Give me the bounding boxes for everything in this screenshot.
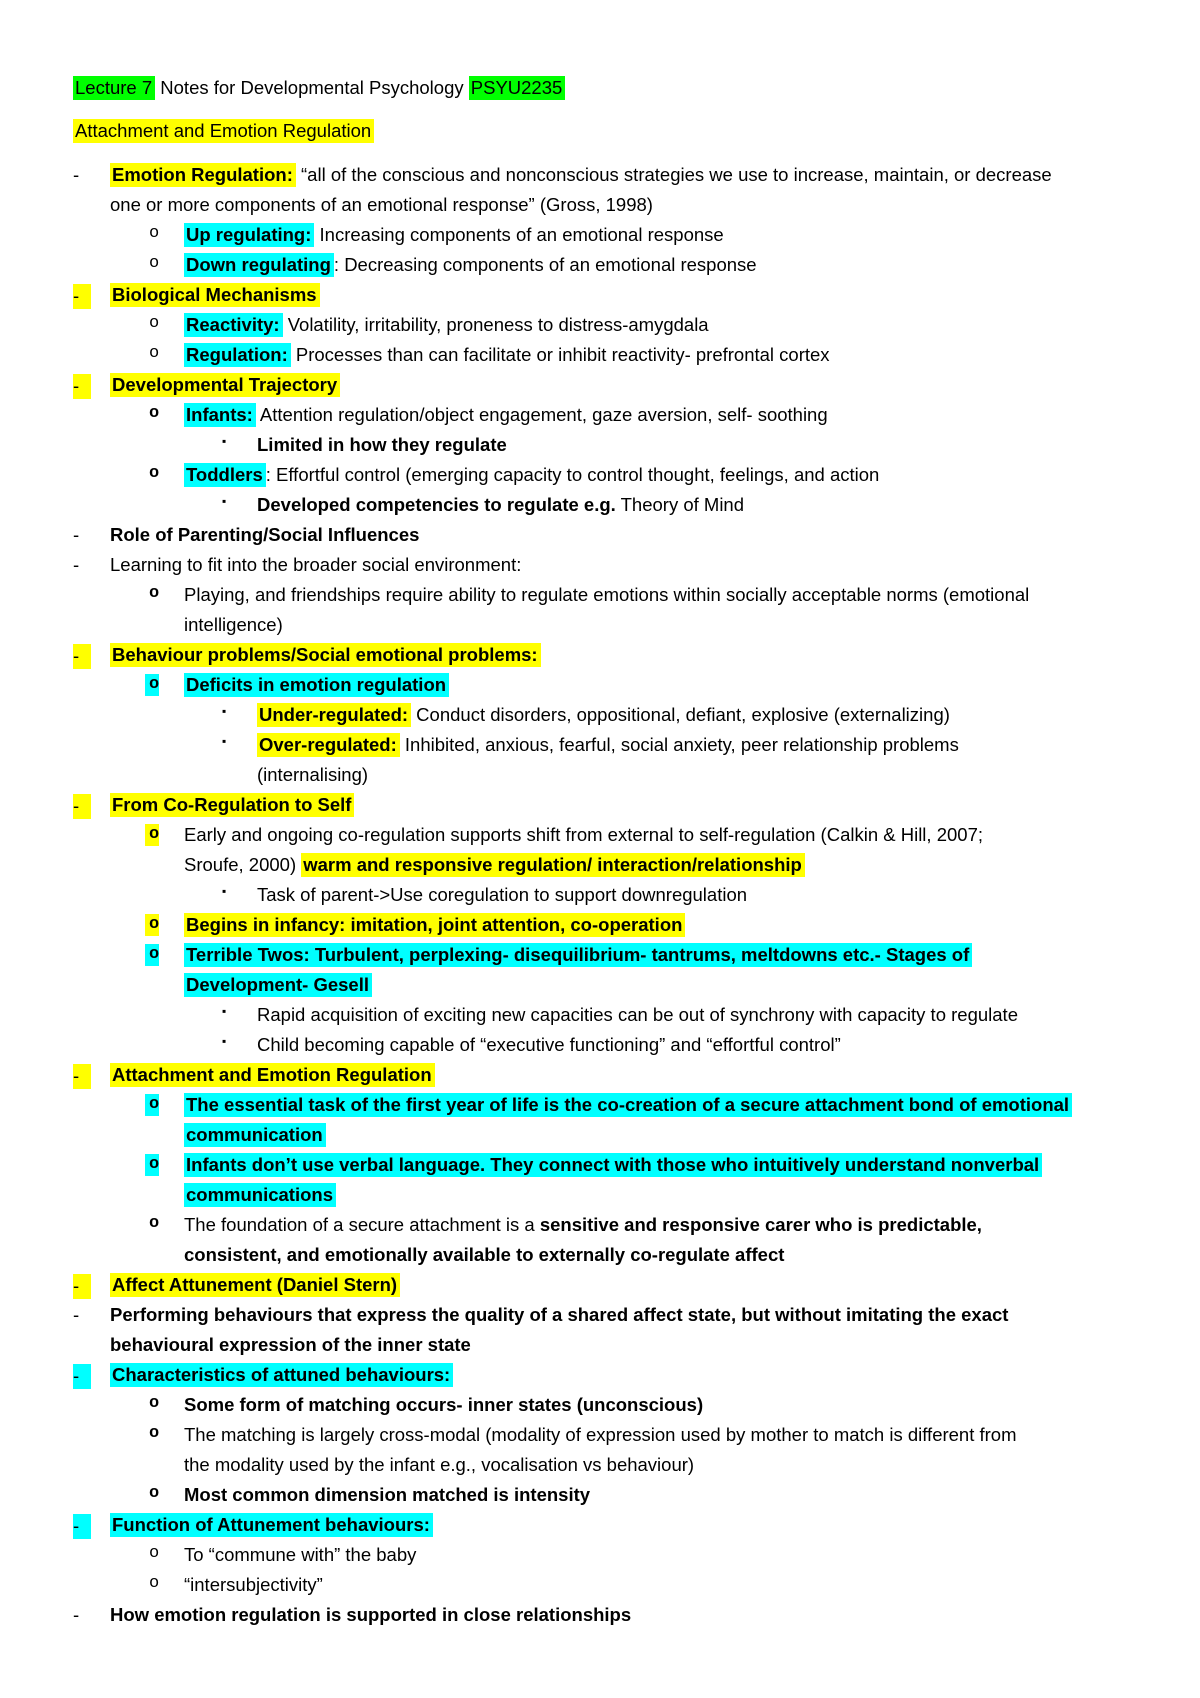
circle-bullet: o [149, 224, 160, 243]
dash-bullet: - [73, 1604, 80, 1625]
circle-bullet: o [149, 1394, 160, 1413]
dash-bullet: - [73, 284, 91, 309]
list-item-continuation [0, 194, 1200, 220]
text: Child becoming capable of “executive functioning” and “effortful control” [257, 1034, 841, 1055]
term: Over-regulated: [257, 733, 400, 757]
term: Under-regulated: [257, 703, 411, 727]
sub-list-item [0, 314, 1200, 340]
circle-bullet: o [149, 584, 160, 603]
heading: Attachment and Emotion Regulation [110, 1063, 435, 1087]
circle-bullet: o [149, 254, 160, 273]
highlight: Terrible Twos: Turbulent, perplexing- disequilibrium- tantrums, meltdowns etc.- Stages of [184, 943, 972, 967]
list-item-continuation [0, 1334, 1200, 1360]
list-item [0, 374, 1200, 400]
list-item [0, 164, 1200, 190]
text-bold: consistent, and emotionally available to externally co-regulate affect [184, 1244, 785, 1265]
list-item [0, 524, 1200, 550]
sub-sub-list-item [0, 1004, 1200, 1030]
circle-bullet: o [145, 1094, 159, 1116]
text-bold: sensitive and responsive carer who is predictable, [539, 1214, 982, 1235]
sub-list-item [0, 1214, 1200, 1240]
circle-bullet: o [149, 314, 160, 333]
circle-bullet: o [149, 404, 160, 423]
sub-sub-list-item [0, 434, 1200, 460]
highlight: Development- Gesell [184, 973, 372, 997]
term: Infants: [184, 403, 256, 427]
definition: (internalising) [257, 764, 369, 785]
circle-bullet: o [149, 1214, 160, 1233]
circle-bullet: o [149, 1424, 160, 1443]
dash-bullet: - [73, 374, 91, 399]
definition: one or more components of an emotional response” (Gross, 1998) [110, 194, 653, 215]
square-bullet: ▪ [222, 734, 227, 748]
square-bullet: ▪ [222, 434, 227, 448]
course-code: PSYU2235 [469, 76, 566, 100]
sub-list-item-continuation [0, 1124, 1200, 1150]
square-bullet: ▪ [222, 704, 227, 718]
section-heading [73, 119, 1143, 143]
highlight: communications [184, 1183, 336, 1207]
text-bold: Most common dimension matched is intensity [184, 1484, 591, 1505]
text: Learning to fit into the broader social environment: [110, 554, 522, 575]
term: Reactivity: [184, 313, 283, 337]
list-item [0, 1364, 1200, 1390]
text: Rapid acquisition of exciting new capacities can be out of synchrony with capacity to regulate [257, 1004, 1018, 1025]
text: Sroufe, 2000) [184, 854, 302, 875]
sub-list-item [0, 944, 1200, 970]
sub-sub-list-item [0, 704, 1200, 730]
note-rest: Theory of Mind [615, 494, 745, 515]
square-bullet: ▪ [222, 494, 227, 508]
dash-bullet: - [73, 794, 91, 819]
square-bullet: ▪ [222, 884, 227, 898]
definition: Volatility, irritability, proneness to distress-amygdala [282, 314, 709, 335]
text: The matching is largely cross-modal (modality of expression used by mother to match is different from [184, 1424, 1017, 1445]
sub-list-item [0, 224, 1200, 250]
dash-bullet: - [73, 1514, 91, 1539]
text: Task of parent->Use coregulation to support downregulation [257, 884, 748, 905]
heading: Deficits in emotion regulation [184, 673, 449, 697]
sub-list-item [0, 674, 1200, 700]
dash-bullet: - [73, 1364, 91, 1389]
circle-bullet: o [145, 944, 159, 966]
text: the modality used by the infant e.g., vocalisation vs behaviour) [184, 1454, 695, 1475]
heading: Behaviour problems/Social emotional problems: [110, 643, 541, 667]
dash-bullet: - [73, 644, 91, 669]
heading: Affect Attunement (Daniel Stern) [110, 1273, 400, 1297]
highlight: Infants don’t use verbal language. They connect with those who intuitively understand nonverbal [184, 1153, 1042, 1177]
note: Developed competencies to regulate e.g. [257, 494, 616, 515]
list-item [0, 554, 1200, 580]
sub-list-item [0, 1394, 1200, 1420]
heading: Role of Parenting/Social Influences [110, 524, 420, 545]
text: Early and ongoing co-regulation supports shift from external to self-regulation (Calkin & Hill, 2007; [184, 824, 983, 845]
subtitle: Attachment and Emotion Regulation [73, 119, 374, 143]
text: “intersubjectivity” [184, 1574, 323, 1595]
page-title [73, 76, 1143, 100]
sub-list-item [0, 824, 1200, 850]
circle-bullet: o [149, 464, 160, 483]
sub-list-item [0, 914, 1200, 940]
sub-list-item [0, 254, 1200, 280]
circle-bullet: o [145, 914, 159, 936]
highlight: warm and responsive regulation/ interaction/relationship [301, 853, 805, 877]
dash-bullet: - [73, 554, 80, 575]
definition: “all of the conscious and nonconscious strategies we use to increase, maintain, or decrease [295, 164, 1052, 185]
sub-list-item [0, 584, 1200, 610]
definition: : Effortful control (emerging capacity to control thought, feelings, and action [265, 464, 880, 485]
sub-list-item [0, 1154, 1200, 1180]
circle-bullet: o [149, 1574, 160, 1593]
term: Regulation: [184, 343, 291, 367]
sub-list-item [0, 1094, 1200, 1120]
sub-list-item-continuation [0, 854, 1200, 880]
circle-bullet: o [149, 344, 160, 363]
sub-sub-list-item-continuation [0, 764, 1200, 790]
title-text: Notes for Developmental Psychology [155, 77, 469, 98]
circle-bullet: o [149, 1484, 160, 1503]
text-bold: Performing behaviours that express the quality of a shared affect state, but without imitating the exact [110, 1304, 1009, 1325]
definition: Attention regulation/object engagement, gaze aversion, self- soothing [255, 404, 828, 425]
dash-bullet: - [73, 1274, 91, 1299]
definition: : Decreasing components of an emotional response [333, 254, 757, 275]
highlight: communication [184, 1123, 326, 1147]
sub-list-item-continuation [0, 1184, 1200, 1210]
text: Playing, and friendships require ability to regulate emotions within socially acceptable norms (emotional [184, 584, 1030, 605]
term: Up regulating: [184, 223, 314, 247]
dash-bullet: - [73, 164, 80, 185]
text-bold: behavioural expression of the inner state [110, 1334, 471, 1355]
list-item [0, 644, 1200, 670]
text: The foundation of a secure attachment is a [184, 1214, 540, 1235]
heading: Developmental Trajectory [110, 373, 340, 397]
term: Down regulating [184, 253, 334, 277]
sub-list-item-continuation [0, 974, 1200, 1000]
sub-list-item [0, 344, 1200, 370]
sub-sub-list-item [0, 884, 1200, 910]
sub-list-item [0, 1544, 1200, 1570]
highlight: Begins in infancy: imitation, joint attention, co-operation [184, 913, 685, 937]
dash-bullet: - [73, 1304, 80, 1325]
square-bullet: ▪ [222, 1034, 227, 1048]
text: To “commune with” the baby [184, 1544, 417, 1565]
heading: Biological Mechanisms [110, 283, 320, 307]
sub-sub-list-item [0, 1034, 1200, 1060]
sub-list-item [0, 464, 1200, 490]
list-item [0, 1304, 1200, 1330]
sub-list-item-continuation [0, 614, 1200, 640]
sub-list-item [0, 1484, 1200, 1510]
definition: Inhibited, anxious, fearful, social anxiety, peer relationship problems [399, 734, 959, 755]
heading: Function of Attunement behaviours: [110, 1513, 433, 1537]
highlight: The essential task of the first year of life is the co-creation of a secure attachment bond of emotional [184, 1093, 1072, 1117]
term: Emotion Regulation: [110, 163, 296, 187]
list-item [0, 1604, 1200, 1630]
heading: Characteristics of attuned behaviours: [110, 1363, 453, 1387]
text-bold: How emotion regulation is supported in close relationships [110, 1604, 632, 1625]
circle-bullet: o [145, 824, 159, 846]
list-item [0, 1064, 1200, 1090]
list-item [0, 794, 1200, 820]
square-bullet: ▪ [222, 1004, 227, 1018]
list-item [0, 1274, 1200, 1300]
text-bold: Some form of matching occurs- inner states (unconscious) [184, 1394, 704, 1415]
note: Limited in how they regulate [257, 434, 507, 455]
term: Toddlers [184, 463, 266, 487]
sub-list-item [0, 1574, 1200, 1600]
definition: Conduct disorders, oppositional, defiant, explosive (externalizing) [411, 704, 950, 725]
sub-list-item [0, 404, 1200, 430]
sub-sub-list-item [0, 494, 1200, 520]
sub-list-item-continuation [0, 1244, 1200, 1270]
lecture-number: Lecture 7 [73, 76, 155, 100]
list-item [0, 284, 1200, 310]
circle-bullet: o [145, 1154, 159, 1176]
dash-bullet: - [73, 1064, 91, 1089]
sub-list-item [0, 1424, 1200, 1450]
definition: Processes than can facilitate or inhibit reactivity- prefrontal cortex [290, 344, 830, 365]
text: intelligence) [184, 614, 283, 635]
circle-bullet: o [149, 1544, 160, 1563]
sub-list-item-continuation [0, 1454, 1200, 1480]
sub-sub-list-item [0, 734, 1200, 760]
dash-bullet: - [73, 524, 80, 545]
circle-bullet: o [145, 674, 159, 696]
heading: From Co-Regulation to Self [110, 793, 354, 817]
definition: Increasing components of an emotional response [314, 224, 724, 245]
list-item [0, 1514, 1200, 1540]
